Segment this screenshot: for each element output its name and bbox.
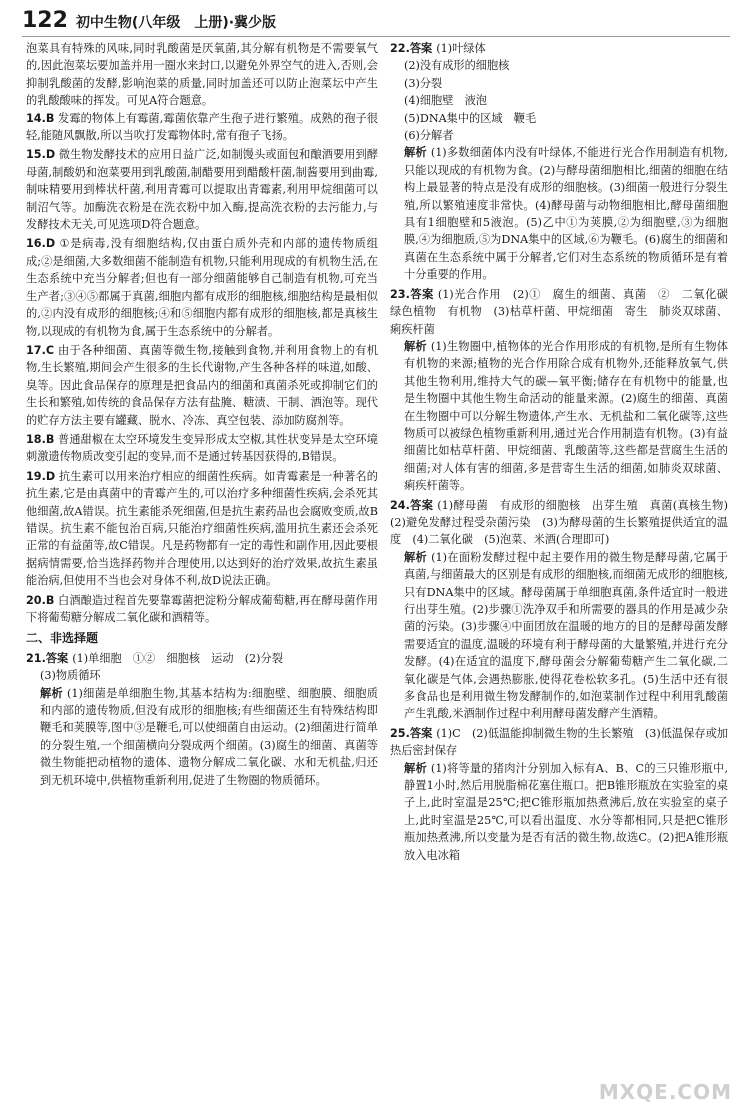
answer-item-25 [390,725,728,864]
item-number: 22. [390,42,410,55]
answer-item-16 [26,235,378,339]
answer-line: (5)DNA集中的区域 鞭毛 [404,111,537,125]
item-number: 20.B [26,593,55,607]
answer-item-24 [390,497,740,723]
answer-item-15 [26,146,378,233]
answer-item-22 [390,40,728,284]
page-header [22,8,730,37]
answer-label: 答案 [45,651,69,665]
item-number: 16.D [26,237,56,251]
watermark-logo: MXQE.COM [598,1080,732,1104]
answer-item-18 [26,431,378,466]
answer-text-line2: (3)物质循环 [40,669,101,683]
analysis-label: 解析 [40,686,63,700]
answer-line: (3)分裂 [404,76,443,90]
item-text: 发霉的物体上有霉菌,霉菌依靠产生孢子进行繁殖。成熟的孢子很轻,能随风飘散,所以当吹打发霉物体时,常有孢子飞扬。 [26,111,378,143]
analysis-text: (1)在面粉发酵过程中起主要作用的微生物是酵母菌,它属于真菌,与细菌最大的区别是有成形的细胞核,而细菌无成形的细胞核,只有DNA集中的区域。酵母菌属于单细胞真菌,条件适宜时一般进行出芽生殖。(2)步骤①洗净双手和所需要的器具的作用是减少杂菌的污染。(3)步骤④中面团放在温暖的地方的目的是酵母菌发酵需要适宜的温度,温暖的环境有利于酵母菌的大量繁殖,并进行充分发酵。(4)在适宜的温度下,酵母菌会分解葡萄糖产生二氧化碳,二氧化碳是气体,会遇热膨胀,使得花卷松软多孔。(5)生活中还有很多食品也是利用微生物发酵制作的,如泡菜制作过程中利用乳酸菌产生乳酸,米酒制作过程中利用酵母菌发酵产生酒精。 [404,550,728,721]
analysis-block [26,685,378,789]
answer-label: 答案 [409,726,433,740]
answer-label: 答案 [409,287,434,301]
analysis-block [390,338,728,495]
answer-item-19 [26,468,378,590]
analysis-block [390,760,728,864]
answer-item-21 [26,650,378,789]
analysis-text: (1)将等量的猪肉汁分别加入标有A、B、C的三只锥形瓶中,静置1小时,然后用脱脂棉花塞住瓶口。把B锥形瓶放在实验室的桌子上,此时室温是25℃;把C锥形瓶加热煮沸后,放在实验室的桌子上,此时室温是25℃,可以看出温度、水分等都相同,只是把C锥形瓶加热煮沸,所以变量为是否有活的微生物,故选C。(2)把A锥形瓶放入电冰箱 [404,761,728,862]
item-number: 25. [390,726,410,740]
analysis-label: 解析 [404,761,427,775]
item-text: 抗生素可以用来治疗相应的细菌性疾病。如青霉素是一种著名的抗生素,它是由真菌中的青霉产生的,可以治疗多种细菌性疾病,会杀死其他细菌,故A错误。抗生素能杀死细菌,但是抗生素药品也会腐败变质,故B错误。抗生素不能包治百病,只能治疗细菌性疾病,滥用抗生素还会杀死正常的有益菌等,故C错误。凡是药物都有一定的毒性和副作用,因此要根据病情需要,恰当选择药物并合理使用,以达到好的治疗效果,故抗生素虽能治病,但使用不当也会对身体不利,故D说法正确。 [26,469,378,588]
right-column [390,40,740,1100]
analysis-label: 解析 [404,146,427,160]
answer-text: (1)C (2)低温能抑制微生物的生长繁殖 (3)低温保存或加热后密封保存 [390,726,728,758]
answer-item-23 [390,286,740,495]
item-number: 14.B [26,111,55,125]
item-number: 21. [26,651,46,665]
item-number: 18.B [26,432,55,446]
analysis-text: (1)细菌是单细胞生物,其基本结构为:细胞壁、细胞膜、细胞质和内部的遗传物质,但没有成形的细胞核;有些细菌还生有特殊结构即鞭毛和荚膜等,图中③是鞭毛,可以使细菌自由运动。(2)细菌进行简单的分裂生殖,一个细菌横向分裂成两个细菌。(3)腐生的细菌、真菌等微生物能把动植物的遗体、遗物分解成二氧化碳、水和无机盐,归还到无机环境中,供植物重新利用,促进了生物圈的物质循环。 [40,686,378,787]
analysis-block [390,549,728,723]
analysis-label: 解析 [404,550,428,564]
item-number: 23. [390,287,410,301]
analysis-label: 解析 [404,339,427,353]
analysis-text: (1)生物圈中,植物体的光合作用形成的有机物,是所有生物体有机物的来源;植物的光合作用除合成有机物外,还能释放氧气,供其他生物利用,维持大气的碳—氧平衡;储存在有机物中的能量,也是生物圈中其他生物生命活动的能量来源。(2)腐生的细菌、真菌在生物圈中可以分解生物遗体,产生水、无机盐和二氧化碳等,这些物质可以被绿色植物重新利用,通过光合作用制造有机物。(3)有益细菌比如枯草杆菌、甲烷细菌、乳酸菌等,这些都是营腐生生活的细菌;对人体有害的细菌,多是营寄生生活的细菌,如肺炎双球菌、痢疾杆菌等。 [404,339,728,493]
book-title: 初中生物(八年级 上册)·冀少版 [75,15,277,31]
analysis-text: (1)多数细菌体内没有叶绿体,不能进行光合作用制造有机物,只能以现成的有机物为食。(2)与酵母菌细胞相比,细菌的细胞在结构上最显著的特点是没有成形的细胞核。(3)细菌一般进行分裂生殖,所以繁殖速度非常快。(4)酵母菌与动物细胞相比,酵母菌细胞具有1细胞壁和5液泡。(5)乙中①为荚膜,②为细胞壁,③为细胞膜,④为细胞质,⑤为DNA集中的区域,⑥为鞭毛。(6)腐生的细菌和真菌在生态系统中属于分解者,它们对生态系统的物质循环是有着十分重要的作用。 [404,146,728,282]
answer-text: (1)单细胞 ①② 细胞核 运动 (2)分裂 [72,651,283,665]
page-number: 122 [22,8,68,33]
item-text: ①是病毒,没有细胞结构,仅由蛋白质外壳和内部的遗传物质组成;②是细菌,大多数细菌不能制造有机物,只能利用现成的有机物生活,在生态系统中充当分解者;但也有一部分细菌能够自己制造有机物,可充当生产者;③④⑤都属于真菌,细胞内都有成形的细胞核,细胞结构是最相似的,②内没有成形的细胞核;④和⑤细胞内都有成形的细胞核,都是真核生物,以现成的有机物为食,属于生态系统中的分解者。 [26,237,378,338]
answer-label: 答案 [409,498,434,512]
answer-item-14 [26,110,378,145]
analysis-block [390,144,728,283]
item-number: 17.C [26,343,55,357]
answer-item-20 [26,592,378,627]
item-text: 由于各种细菌、真菌等微生物,接触到食物,并利用食物上的有机物,生长繁殖,期间会产生很多的生长代谢物,产生各种各样的味道,如酸、臭等。因此食品保存的原理是把食品内的细菌和真菌杀死或抑制它们的生长和繁殖,如传统的食品保存方法有盐腌、糖渍、干制、酒泡等。现代的贮存方法主要有罐藏、脱水、冷冻、真空包装、添加防腐剂等。 [26,343,378,427]
intro-paragraph: 泡菜具有特殊的风味,同时乳酸菌是厌氧菌,其分解有机物是不需要氧气的,因此泡菜坛要加盖并用一圈水来封口,以避免外界空气的进入,否则,会抑制乳酸菌的发酵,影响泡菜的质量,同时加盖还可以防止泡菜坛中产生的乳酸酸味的挥发。可见A符合题意。 [26,42,378,108]
item-number: 24. [390,498,410,512]
item-number: 19.D [26,469,56,483]
item-text: 普通甜椒在太空环境发生变异形成太空椒,其性状变异是太空环境刺激遗传物质改变引起的变异,而不是通过转基因获得的,B错误。 [26,432,378,464]
answer-line: (6)分解者 [404,129,454,143]
answer-line: (2)没有成形的细胞核 [404,59,510,73]
left-column [26,40,378,1100]
item-text: 微生物发酵技术的应用日益广泛,如制馒头或面包和酿酒要用到酵母菌,制酸奶和泡菜要用到乳酸菌,制醋要用到醋酸杆菌,制酱要用到曲霉,制味精要用到棒状杆菌,利用青霉可以提取出青霉素,利用甲烷细菌可以制沼气等。加酶洗衣粉是在洗衣粉中加入酶,提高洗衣粉的去污能力,与发酵技术无关,可见选项D符合题意。 [26,148,379,232]
answer-text: (1)酵母菌 有成形的细胞核 出芽生殖 真菌(真核生物) (2)避免发酵过程受杂菌污染 (3)为酵母菌的生长繁殖提供适宜的温度 (4)二氧化碳 (5)泡菜、米酒(合理即可) [390,498,740,547]
answer-line: (4)细胞壁 液泡 [404,94,487,108]
answer-line: (1)叶绿体 [436,42,486,55]
answer-text: (1)光合作用 (2)① 腐生的细菌、真菌 ② 二氧化碳 绿色植物 有机物 (3)枯草杆菌、甲烷细菌 寄生 肺炎双球菌、痢疾杆菌 [390,287,740,336]
answer-item-17 [26,342,378,429]
item-text: 白酒酿造过程首先要靠霉菌把淀粉分解成葡萄糖,再在酵母菌作用下将葡萄糖分解成二氧化碳和酒精等。 [26,593,378,624]
section-title: 二、非选择题 [26,631,99,646]
answer-label: 答案 [409,42,433,55]
item-number: 15.D [26,148,56,162]
